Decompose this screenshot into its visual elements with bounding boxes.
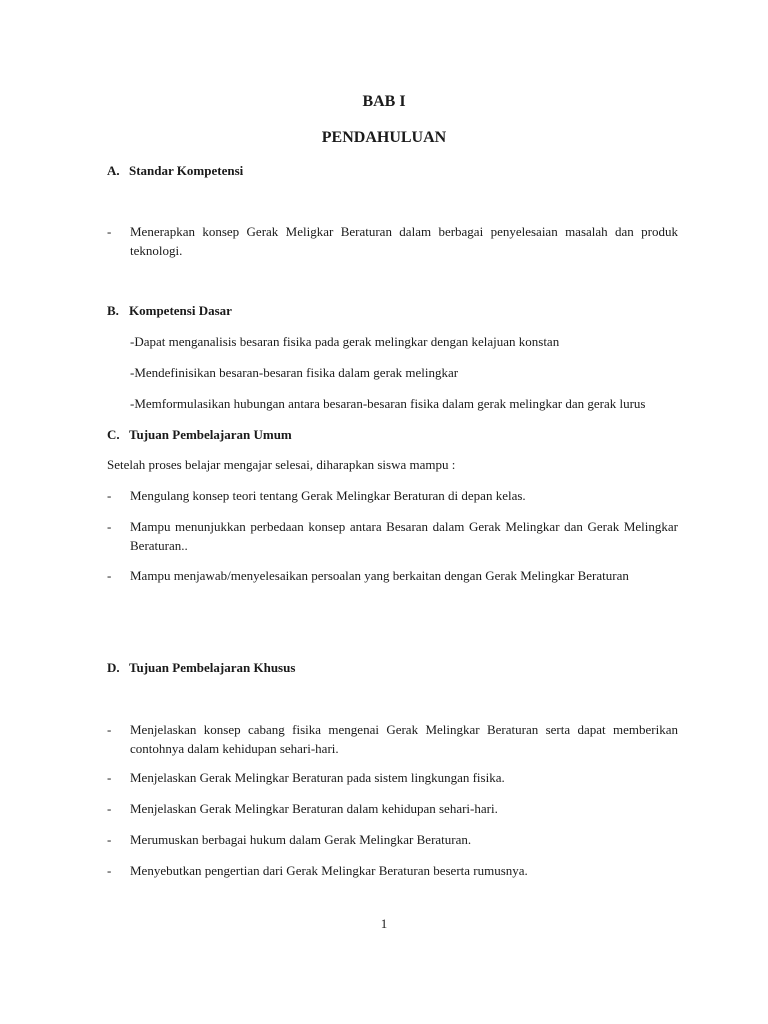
section-a-item-1 (107, 222, 678, 260)
bullet-dash: - (107, 770, 112, 785)
section-d-title: Tujuan Pembelajaran Khusus (129, 660, 296, 675)
section-d-item-2 (107, 768, 678, 787)
bullet-dash: - (107, 488, 112, 503)
section-d-item-3 (107, 799, 678, 818)
section-c-item-text: Mengulang konsep teori tentang Gerak Melingkar Beraturan di depan kelas. (130, 488, 526, 503)
bullet-dash: - (107, 519, 112, 534)
section-c-letter: C. (107, 427, 120, 442)
section-d-item-text: Menjelaskan Gerak Melingkar Beraturan pada sistem lingkungan fisika. (130, 770, 505, 785)
section-c-title: Tujuan Pembelajaran Umum (129, 427, 292, 442)
section-d-heading (107, 659, 295, 677)
section-c-intro: Setelah proses belajar mengajar selesai, diharapkan siswa mampu : (107, 457, 456, 472)
section-d-item-text: Merumuskan berbagai hukum dalam Gerak Melingkar Beraturan. (130, 832, 472, 847)
page-number: 1 (380, 916, 388, 931)
section-b-letter: B. (107, 303, 119, 318)
section-d-item-1 (107, 720, 678, 758)
section-d-item-4 (107, 830, 678, 849)
bullet-dash: - (107, 224, 112, 239)
section-d-item-5 (107, 861, 678, 880)
section-c-item-1 (107, 486, 678, 505)
section-c-item-3 (107, 566, 678, 585)
bullet-dash: - (107, 832, 112, 847)
chapter-title: BAB I (362, 93, 406, 110)
section-d-letter: D. (107, 660, 120, 675)
chapter-subtitle: PENDAHULUAN (321, 129, 447, 146)
bullet-dash: - (107, 568, 112, 583)
section-c-heading (107, 426, 292, 444)
section-a-heading (107, 162, 243, 180)
section-b-title: Kompetensi Dasar (129, 303, 232, 318)
section-b-item-2: -Mendefinisikan besaran-besaran fisika dalam gerak melingkar (130, 365, 459, 380)
section-d-item-text: Menjelaskan konsep cabang fisika mengenai Gerak Melingkar Beraturan serta dapat memberikan contohnya dalam kehidupan sehari-hari. (130, 722, 678, 756)
section-c-item-2 (107, 517, 678, 555)
section-c-item-text: Mampu menunjukkan perbedaan konsep antara Besaran dalam Gerak Melingkar dan Gerak Melingkar Beraturan.. (130, 519, 678, 553)
section-d-item-text: Menyebutkan pengertian dari Gerak Melingkar Beraturan beserta rumusnya. (130, 863, 528, 878)
section-c-item-text: Mampu menjawab/menyelesaikan persoalan yang berkaitan dengan Gerak Melingkar Beraturan (130, 568, 629, 583)
bullet-dash: - (107, 722, 112, 737)
bullet-dash: - (107, 863, 112, 878)
section-a-letter: A. (107, 163, 120, 178)
section-b-item-1: -Dapat menganalisis besaran fisika pada gerak melingkar dengan kelajuan konstan (130, 334, 560, 349)
bullet-dash: - (107, 801, 112, 816)
section-b-heading (107, 302, 232, 320)
section-a-title: Standar Kompetensi (129, 163, 244, 178)
section-a-item-text: Menerapkan konsep Gerak Meligkar Beraturan dalam berbagai penyelesaian masalah dan produk teknologi. (130, 224, 678, 258)
section-d-item-text: Menjelaskan Gerak Melingkar Beraturan dalam kehidupan sehari-hari. (130, 801, 498, 816)
section-b-item-3: -Memformulasikan hubungan antara besaran-besaran fisika dalam gerak melingkar dan gerak lurus (130, 396, 646, 411)
